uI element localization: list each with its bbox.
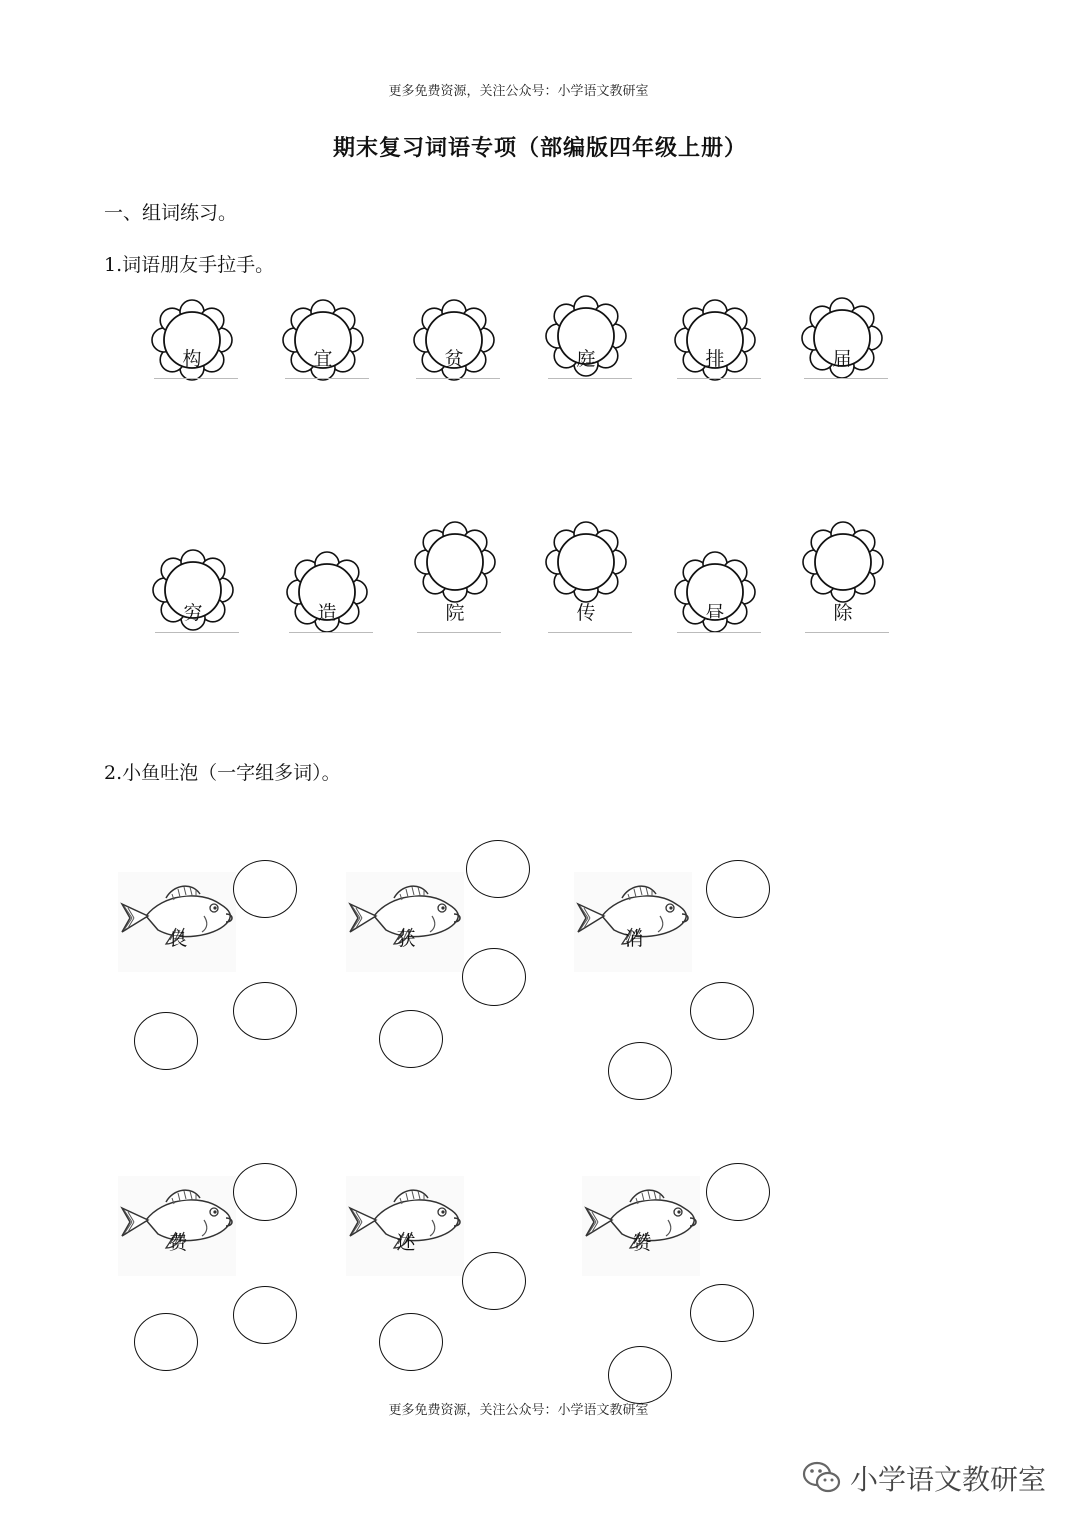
fish-character: 赞 [632, 1232, 652, 1254]
bubble-circle [233, 1163, 297, 1221]
bubble-circle [690, 1284, 754, 1342]
flower-character: 排 [705, 348, 725, 370]
page-title: 期末复习词语专项（部编版四年级上册） [332, 135, 747, 161]
bubble-circle [462, 948, 526, 1006]
underline [548, 632, 632, 633]
exercise1-heading: 1.词语朋友手拉手。 [104, 254, 275, 276]
flower-character: 穷 [183, 602, 203, 624]
underline [677, 632, 761, 633]
bubble-circle [466, 840, 530, 898]
bubble-circle [462, 1252, 526, 1310]
underline [548, 378, 632, 379]
bubble-circle [134, 1313, 198, 1371]
flower-character: 宜 [313, 348, 333, 370]
bubble-circle [379, 1313, 443, 1371]
fish-character: 良 [168, 928, 188, 950]
bubble-circle [379, 1010, 443, 1068]
header-note: 更多免费资源，关注公众号：小学语文教研室 [388, 84, 649, 99]
underline [154, 378, 238, 379]
bubble-circle [233, 860, 297, 918]
exercise2-heading: 2.小鱼吐泡（一字组多词）。 [104, 762, 341, 784]
fish-character: 费 [168, 1232, 188, 1254]
bubble-circle [608, 1346, 672, 1404]
wechat-icon [802, 1460, 842, 1496]
bubble-circle [706, 1163, 770, 1221]
flower-icon [544, 520, 628, 604]
section-heading: 一、组词练习。 [104, 202, 238, 224]
fish-character: 获 [396, 928, 416, 950]
flower-character: 除 [833, 602, 853, 624]
bubble-circle [233, 1286, 297, 1344]
flower-character: 院 [445, 602, 465, 624]
underline [289, 632, 373, 633]
flower-character: 造 [317, 602, 337, 624]
watermark-text: 小学语文教研室 [849, 1463, 1046, 1496]
flower-character: 贫 [444, 348, 464, 370]
underline [155, 632, 239, 633]
underline [677, 378, 761, 379]
underline [285, 378, 369, 379]
flower-icon [413, 520, 497, 604]
underline [417, 632, 501, 633]
flower-character: 构 [182, 348, 202, 370]
underline [416, 378, 500, 379]
bubble-circle [690, 982, 754, 1040]
flower-character: 昼 [705, 602, 725, 624]
bubble-circle [608, 1042, 672, 1100]
flower-character: 届 [832, 348, 852, 370]
bubble-circle [706, 860, 770, 918]
footer-note: 更多免费资源，关注公众号：小学语文教研室 [388, 1403, 649, 1418]
flower-character: 传 [576, 602, 596, 624]
fish-character: 消 [624, 928, 644, 950]
bubble-circle [134, 1012, 198, 1070]
bubble-circle [233, 982, 297, 1040]
watermark [802, 1458, 1046, 1498]
flower-character: 庭 [576, 348, 596, 370]
fish-character: 述 [396, 1232, 416, 1254]
underline [804, 378, 888, 379]
flower-icon [801, 520, 885, 604]
underline [805, 632, 889, 633]
